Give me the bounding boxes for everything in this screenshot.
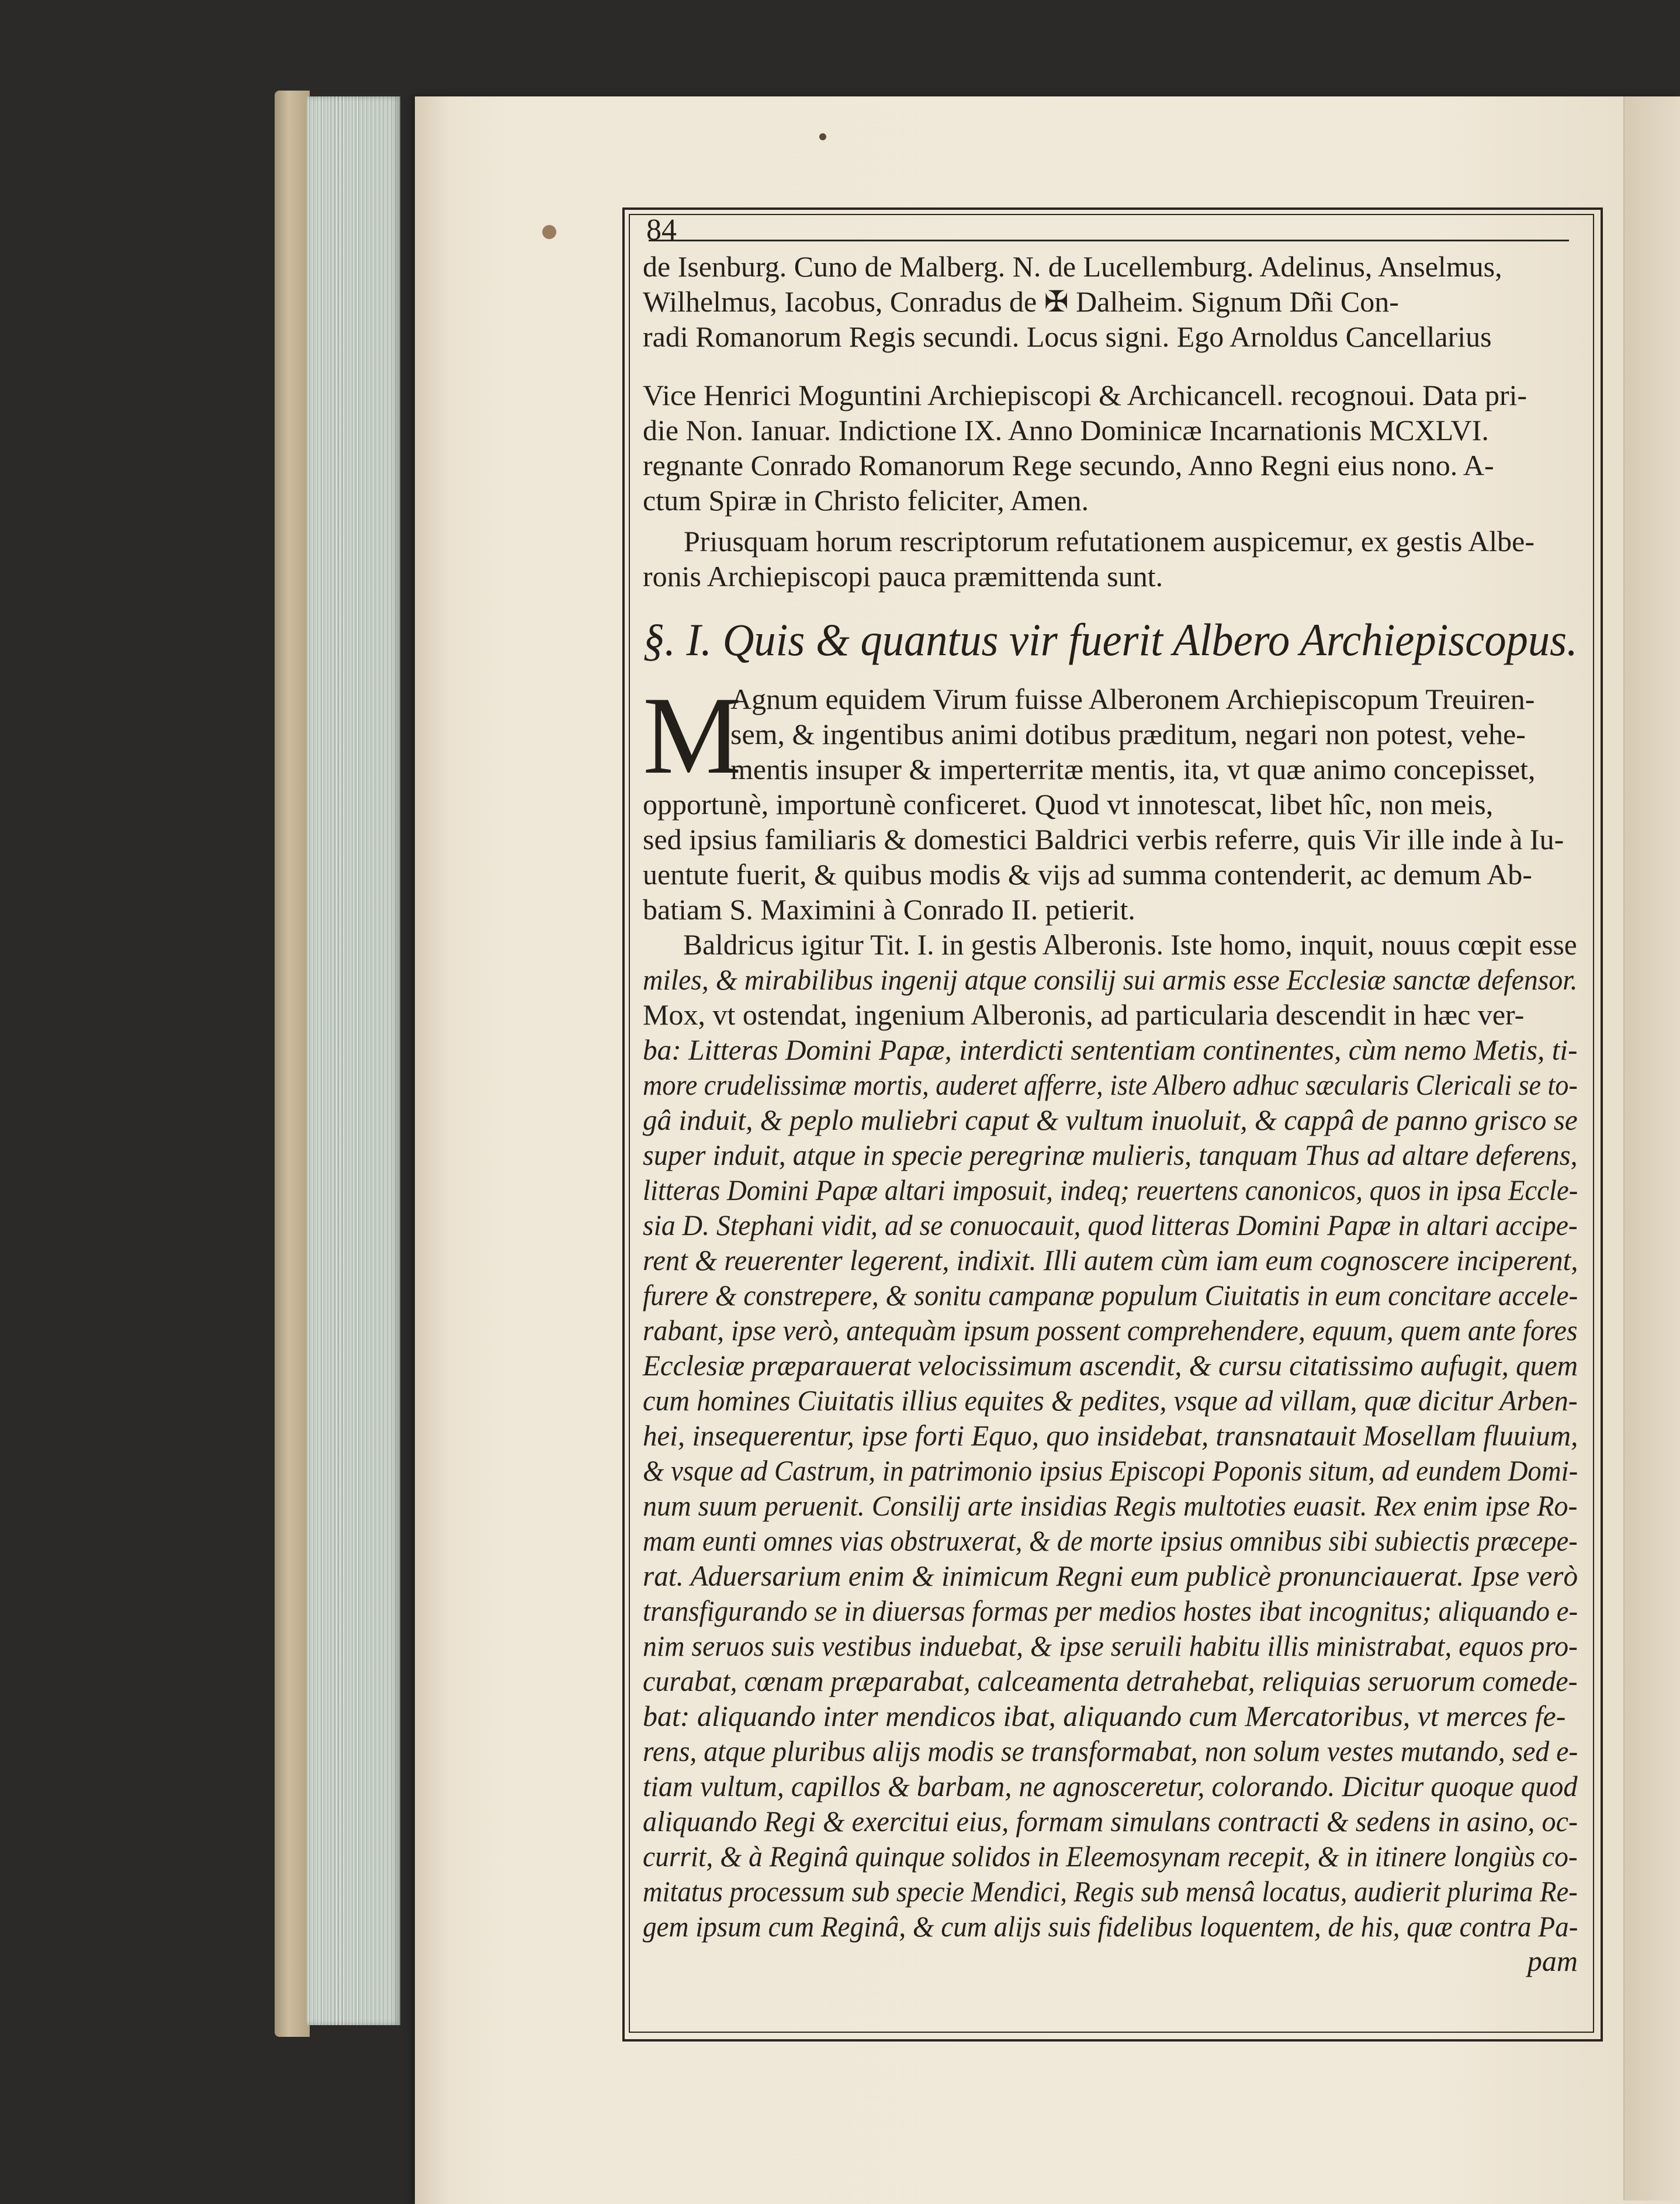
text-line: Baldricus igitur Tit. I. in gestis Alberonis. Iste homo, inquit, nouus cœpit esse [683,928,1577,961]
text-line: transfigurando se in diuersas formas per medios hostes ibat incognitus; aliquando e- [643,1594,1578,1627]
text-line: sia D. Stephani vidit, ad se conuocauit, quod litteras Domini Papæ in altari accipe- [643,1209,1578,1241]
cover-edge [275,91,310,2037]
text-line: ba: Litteras Domini Papæ, interdicti sententiam continentes, cùm nemo Metis, ti- [643,1033,1578,1066]
text-line: die Non. Ianuar. Indictione IX. Anno Dominicæ Incarnationis MCXLVI. [643,414,1489,447]
text-line: batiam S. Maximini à Conrado II. petierit. [643,893,1135,926]
text-line: tiam vultum, capillos & barbam, ne agnosceretur, colorando. Dicitur quoque quod [643,1770,1578,1802]
text-line: litteras Domini Papæ altari imposuit, indeq; reuertens canonicos, quos in ipsa Eccle- [643,1174,1578,1206]
text-line: regnante Conrado Romanorum Rege secundo, Anno Regni eius nono. A- [643,449,1494,482]
dating-clause [643,378,1578,518]
text-line: bat: aliquando inter mendicos ibat, aliquando cum Mercatoribus, vt merces fe- [643,1700,1566,1732]
text-line: Mox, vt ostendat, ingenium Alberonis, ad particularia descendit in hæc ver- [643,998,1525,1031]
text-line: hei, insequerentur, ipse forti Equo, quo insidebat, transnatauit Mosellam fluuium, [643,1419,1578,1452]
text-line: Ecclesiæ præparauerat velocissimum ascendit, & cursu citatissimo aufugit, quem [643,1349,1578,1382]
text-line: aliquando Regi & exercitui eius, formam simulans contracti & sedens in asino, oc- [643,1805,1578,1838]
text-line: opportunè, importunè conficeret. Quod vt innotescat, libet hîc, non meis, [643,788,1494,821]
text-line: curabat, cœnam præparabat, calceamenta detrahebat, reliquias seruorum comede- [643,1665,1578,1697]
catchword: pam [1527,1944,1578,1977]
text-line: uentute fuerit, & quibus modis & vijs ad summa contenderit, ac demum Ab- [643,858,1532,891]
intro-paragraph [643,524,1578,594]
text-line: currit, & à Reginâ quinque solidos in Eleemosynam recepit, & in itinere longiùs co- [643,1840,1578,1873]
text-block [643,215,1578,1979]
text-line: more crudelissimæ mortis, auderet afferre, iste Albero adhuc sæcularis Clericali se to- [643,1068,1578,1101]
text-line: ctum Spiræ in Christo feliciter, Amen. [643,484,1089,517]
witness-list [643,249,1578,354]
ink-spot [819,133,826,140]
ink-spot [542,225,556,239]
drop-capital: M [643,674,742,797]
text-line: Vice Henrici Moguntini Archiepiscopi & Archicancell. recognoui. Data pri- [643,379,1527,411]
text-line: num suum peruenit. Consilij arte insidias Regis multoties euasit. Rex enim ipse Ro- [643,1489,1578,1522]
text-line: miles, & mirabilibus ingenij atque consilij sui armis esse Ecclesiæ sanctæ defensor. [643,963,1578,996]
page-number: 84 [646,213,677,247]
text-line: Wilhelmus, Iacobus, Conradus de ✠ Dalheim. Signum Dñi Con- [643,285,1399,318]
text-line: sem, & ingentibus animi dotibus præditum, negari non potest, vehe- [730,718,1526,750]
text-line: Priusquam horum rescriptorum refutationem auspicemur, ex gestis Albe- [684,525,1534,558]
text-line: cum homines Ciuitatis illius equites & pedites, vsque ad villam, quæ dicitur Arben- [643,1384,1578,1417]
text-line: Agnum equidem Virum fuisse Alberonem Archiepiscopum Treuiren- [730,683,1535,715]
text-line: gâ induit, & peplo muliebri caput & vultum inuoluit, & cappâ de panno grisco se [643,1103,1578,1136]
text-line: ronis Archiepiscopi pauca præmittenda sunt. [643,560,1163,593]
text-line: rat. Aduersarium enim & inimicum Regni eum publicè pronunciauerat. Ipse verò [643,1559,1578,1592]
section-heading: §. I. Quis & quantus vir fuerit Albero Archiepiscopus. [643,614,1578,665]
text-line: nim seruos suis vestibus induebat, & ipse seruili habitu illis ministrabat, equos pro- [643,1629,1578,1662]
text-line: rent & reuerenter legerent, indixit. Illi autem cùm iam eum cognoscere inciperent, [643,1244,1578,1276]
text-line: de Isenburg. Cuno de Malberg. N. de Lucellemburg. Adelinus, Anselmus, [643,250,1502,283]
text-line: rabant, ipse verò, antequàm ipsum possent comprehendere, equum, quem ante fores [643,1314,1578,1347]
page-edges [307,96,400,2025]
text-line: furere & constrepere, & sonitu campanæ populum Ciuitatis in eum concitare accele- [643,1279,1578,1312]
text-line: & vsque ad Castrum, in patrimonio ipsius Episcopi Poponis situm, ad eundem Domi- [643,1454,1578,1487]
facing-page-edge [1623,96,1680,2200]
text-line: sed ipsius familiaris & domestici Baldrici verbis referre, quis Vir ille inde à Iu- [643,823,1564,856]
paragraph-magnum [643,674,1578,927]
text-line: mitatus processum sub specie Mendici, Regis sub mensâ locatus, audierit plurima Re- [643,1875,1578,1908]
text-line: mam eunti omnes vias obstruxerat, & de morte ipsius omnibus sibi subiectis præcepe- [643,1524,1578,1557]
text-line: super induit, atque in specie peregrinæ mulieris, tanquam Thus ad altare deferens, [643,1139,1578,1171]
text-line: radi Romanorum Regis secundi. Locus signi. Ego Arnoldus Cancellarius [643,320,1492,353]
paragraph-baldricus [643,927,1578,1944]
text-line: gem ipsum cum Reginâ, & cum alijs suis fidelibus loquentem, de his, quæ contra Pa- [643,1910,1578,1943]
text-line: mentis insuper & imperterritæ mentis, ita, vt quæ animo concepisset, [730,753,1536,786]
text-line: rens, atque pluribus alijs modis se transformabat, non solum vestes mutando, sed e- [643,1735,1578,1767]
